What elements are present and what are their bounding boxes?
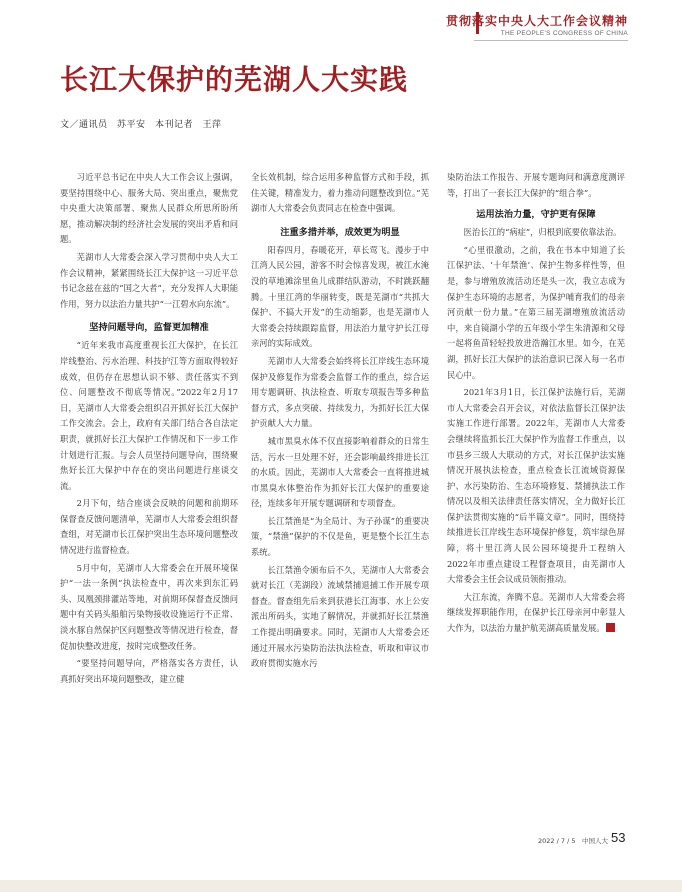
paragraph-continued: 染防治法工作报告、开展专题询问和满意度测评等，打出了一套长江大保护的“组合拳”。 bbox=[447, 172, 625, 198]
article-title: 长江大保护的芜湖人大实践 bbox=[60, 63, 409, 96]
text-column-1 bbox=[60, 170, 238, 689]
paragraph: 习近平总书记在中央人大工作会议上强调，要坚持围绕中心、服务大局、突出重点，聚焦党中央重大决策部署、聚焦人民群众所思所盼所愿，推动解决制约经济社会发展的突出矛盾和问题。 bbox=[60, 172, 238, 245]
paragraph: 城市黑臭水体不仅直接影响着群众的日常生活，污水一旦处理不好，还会影响最终排进长江的水质。因此，芜湖市人大常委会一直将推进城市黑臭水体整治作为抓好长江大保护的重要途径，连续多年开展专题调研和专项督查。 bbox=[251, 435, 429, 509]
paragraph: 长江禁渔令颁布后不久，芜湖市人大常委会就对长江（芜湖段）流域禁捕退捕工作开展专项督查。督查组先后来到获港长江海事、水上公安派出所码头，实地了解情况，并就抓好长江禁渔工作提出明确要求。同时，芜湖市人大常委会还通过开展水污染防治法执法检查，听取和审议市政府贯彻实施水污 bbox=[251, 564, 429, 669]
paragraph: 2月下旬，结合座谈会反映的问题和前期环保督查反馈问题清单，芜湖市人大常委会组织督查组，对芜湖市长江保护突出生态环境问题整改情况进行监督检查。 bbox=[60, 498, 238, 556]
paragraph: “要坚持问题导向，严格落实各方责任，认真抓好突出环境问题整改，建立健 bbox=[60, 658, 238, 684]
issue-info: 2022 / 7 / 5 中国人大 bbox=[538, 837, 608, 845]
paragraph: 芜湖市人大常委会深入学习贯彻中央人大工作会议精神，紧紧围绕长江大保护这一习近平总书记念兹在兹的“国之大者”，充分发挥人大职能作用，努力以法治力量共护“一江碧水向东流”。 bbox=[60, 251, 238, 309]
text-column-2 bbox=[251, 170, 429, 674]
section-header bbox=[0, 0, 682, 44]
paragraph-final bbox=[447, 590, 625, 637]
section-title-cn: 贯彻落实中央人大工作会议精神 bbox=[445, 14, 628, 28]
section-header-rule bbox=[474, 40, 628, 41]
section-title-en: THE PEOPLE'S CONGRESS OF CHINA bbox=[500, 30, 628, 37]
paragraph: 2021年3月1日，长江保护法施行后，芜湖市人大常委会召开会议，对依法监督长江保护法实施工作进行部署。2022年，芜湖市人大常委会继续将监抓长江大保护作为监督工作重点，以市县乡三级人大联动的方式，对长江保护法实施情况开展执法检查，重点检查长江流域资源保护、水污染防治、生态环境修复、禁捕执法工作情况以及相关法律责任落实情况，全力做好长江保护法贯彻实施的“后半篇文章”。同时，围绕持续推进长江岸线生态环境保护修复，筑牢绿色屏障，将十里江湾人民公园环境提升工程纳入2022年市重点建设工程督查项目，由芜湖市人大常委会主任会议成员领衔推动。 bbox=[447, 387, 625, 585]
paragraph: “近年来我市高度重视长江大保护，在长江岸线整治、污水治理、科技护江等方面取得较好成效，但仍存在思想认识不够、责任落实不到位、问题整改不彻底等情况。”2022年2月17日，芜湖市人大常委会组织召开抓好长江大保护工作交流会。会上，政府有关部门结合各自法定职责，就抓好长江大保护工作情况和下一步工作计划进行汇报。与会人员坚持问题导向，围绕聚焦好长江大保护中存在的突出问题进行座谈交流。 bbox=[60, 340, 238, 491]
subheading-multiple-measures: 注重多措并举，成效更为明显 bbox=[280, 226, 400, 238]
paragraph-continued: 全长效机制，综合运用多种监督方式和手段，抓住关键，精准发力，着力推动问题整改到位。”芜湖市人大常委会负责同志在检查中强调。 bbox=[251, 172, 429, 214]
paragraph: 芜湖市人大常委会始终将长江岸线生态环境保护及修复作为常委会监督工作的重点，综合运用专题调研、执法检查、听取专项报告等多种监督方式，多点突破、持续发力，为抓好长江大保护贡献人大力量。 bbox=[251, 355, 429, 429]
article-byline: 文／通讯员 苏平安 本刊记者 王萍 bbox=[60, 120, 222, 130]
paragraph: “心里很激动，之前，我在书本中知道了长江保护法、‘十年禁渔’、保护生物多样性等，但是，参与增殖放流活动还是头一次，我立志成为保护生态环境的志愿者，为保护哺育我们的母亲河贡献一份力量。”在第三届芜湖增殖放流活动中，来自镜湖小学的五年级小学生朱清源和父母一起将鱼苗轻轻投放进浩瀚江水里。如今，在芜湖，抓好长江大保护的法治意识已深入每一名市民心中。 bbox=[447, 244, 625, 380]
subheading-rule-of-law: 运用法治力量，守护更有保障 bbox=[476, 209, 596, 221]
page-bottom-strip bbox=[0, 880, 682, 892]
end-of-article-icon bbox=[606, 623, 615, 632]
text-column-3 bbox=[447, 170, 625, 639]
subheading-problem-oriented: 坚持问题导向，监督更加精准 bbox=[89, 322, 209, 334]
final-paragraph-text: 大江东流，奔腾不息。芜湖市人大常委会将继续发挥职能作用，在保护长江母亲河中彰显人大作为，以法治力量护航芜湖高质量发展。 bbox=[447, 591, 625, 634]
paragraph: 阳春四月，春暖花开，草长莺飞。漫步于中江湾人民公园，游客不时会惊喜发现，被江水淹没的草地滩涂里鱼儿成群结队游动，不时跳跃翻腾。十里江湾的华丽转变，既是芜湖市“共抓大保护、不搞大开发”的生动缩影，也是芜湖市人大常委会持续跟踪监督，用法治力量守护长江母亲河的实际成效。 bbox=[251, 244, 429, 349]
paragraph: 5月中旬，芜湖市人大常委会在开展环境保护“一法一条例”执法检查中，再次来到东汇码头、凤凰颈排灌站等地，对前期环保督查反馈问题中有关码头船舶污染物接收设施运行不正常、淡水豚自然保护区问题整改等情况进行检查，督促加快整改进度，按时完成整改任务。 bbox=[60, 562, 238, 651]
paragraph: 医治长江的“病症”，归根到底要依靠法治。 bbox=[463, 227, 622, 238]
page-number: 53 bbox=[611, 830, 626, 845]
paragraph: 长江禁渔是“为全局计、为子孙谋”的重要决策，“禁渔”保护的不仅是鱼，更是整个长江生态系统。 bbox=[251, 515, 429, 558]
